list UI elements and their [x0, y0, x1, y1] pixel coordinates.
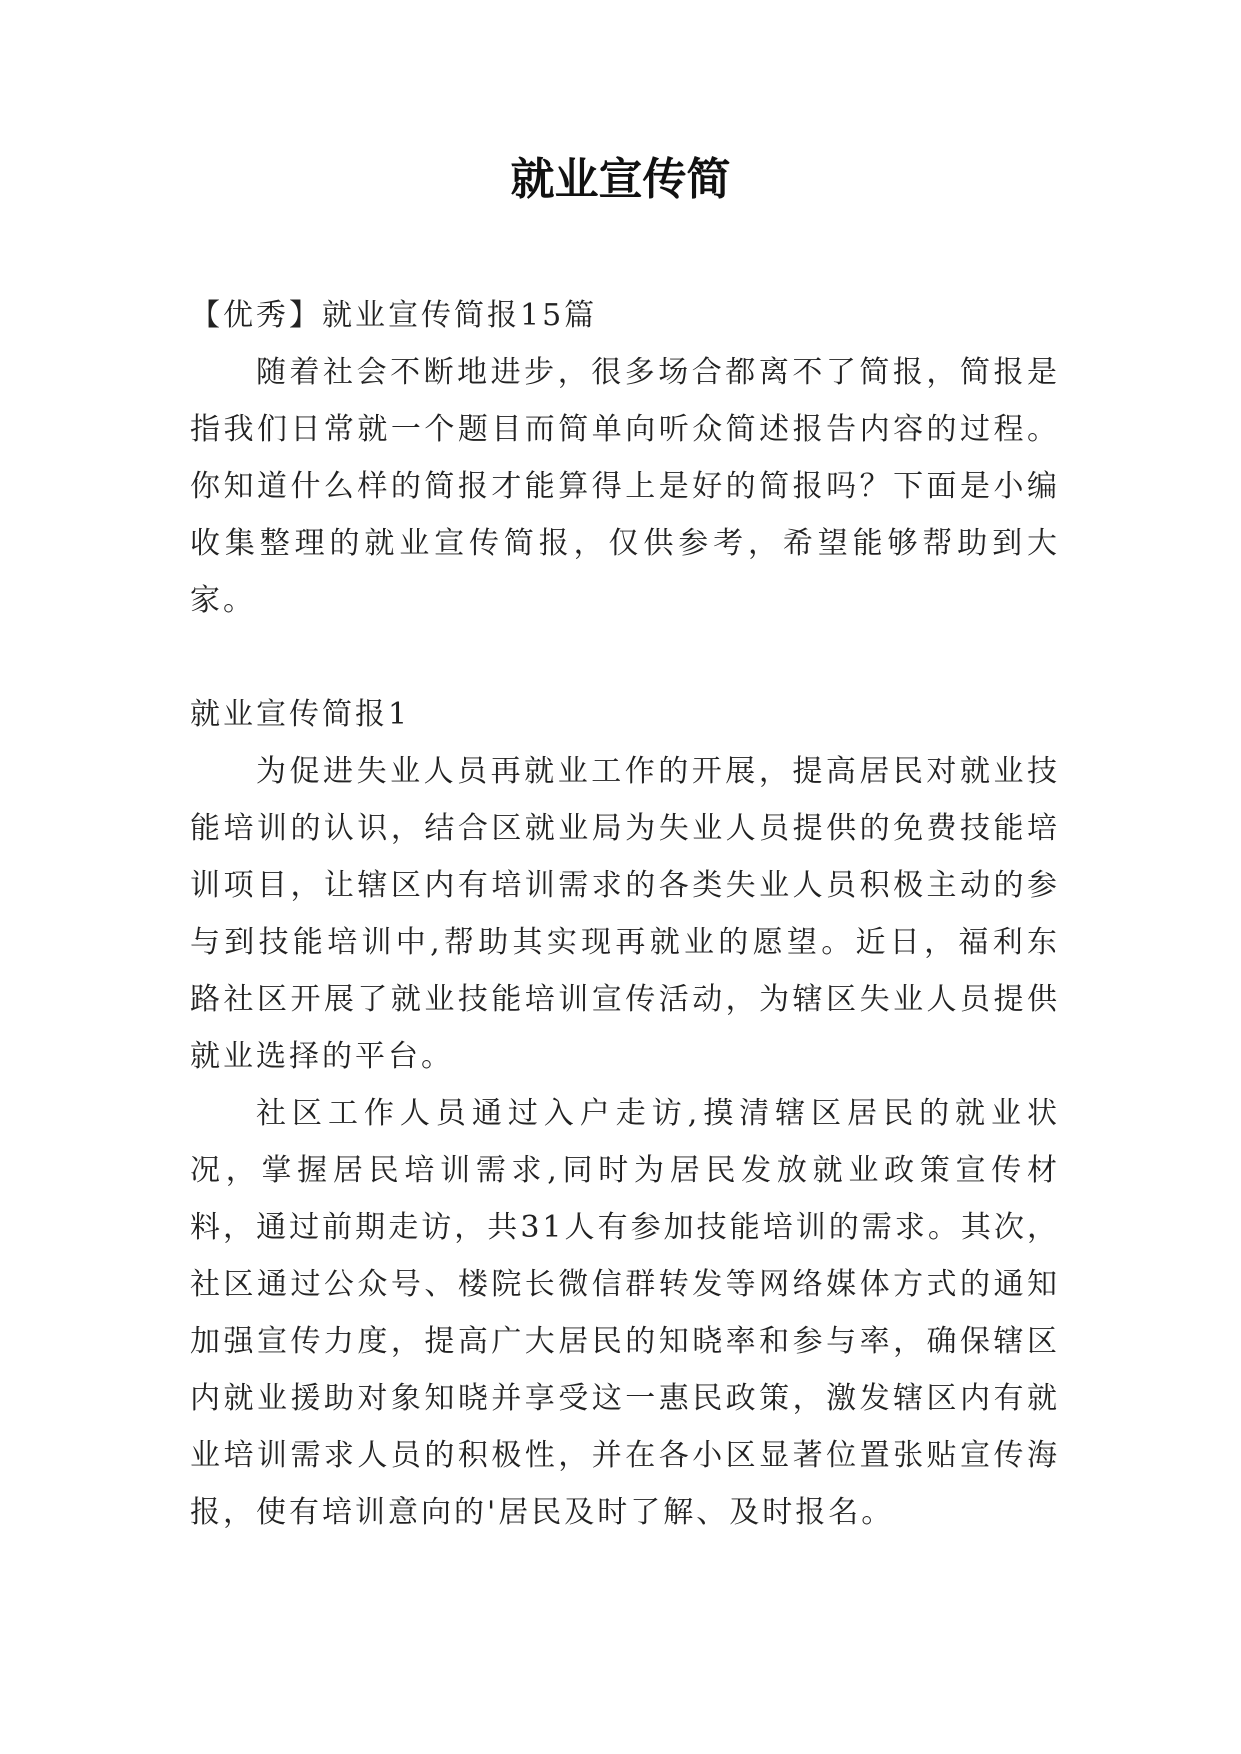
document-body — [190, 287, 1060, 1541]
body-paragraph: 社区工作人员通过入户走访,摸清辖区居民的就业状况，掌握居民培训需求,同时为居民发放就业政策宣传材料，通过前期走访，共31人有参加技能培训的需求。其次，社区通过公众号、楼院长微信群转发等网络媒体方式的通知加强宣传力度，提高广大居民的知晓率和参与率，确保辖区内就业援助对象知晓并享受这一惠民政策，激发辖区内有就业培训需求人员的积极性，并在各小区显著位置张贴宣传海报，使有培训意向的'居民及时了解、及时报名。 — [190, 1096, 1060, 1530]
document-title: 就业宣传简 — [510, 154, 731, 205]
document-subtitle: 【优秀】就业宣传简报15篇 — [190, 298, 598, 333]
section-heading: 就业宣传简报1 — [190, 697, 411, 732]
body-paragraph: 为促进失业人员再就业工作的开展，提高居民对就业技能培训的认识，结合区就业局为失业人员提供的免费技能培训项目，让辖区内有培训需求的各类失业人员积极主动的参与到技能培训中,帮助其实现再就业的愿望。近日，福利东路社区开展了就业技能培训宣传活动，为辖区失业人员提供就业选择的平台。 — [190, 754, 1060, 1074]
intro-paragraph: 随着社会不断地进步，很多场合都离不了简报，简报是指我们日常就一个题目而简单向听众简述报告内容的过程。你知道什么样的简报才能算得上是好的简报吗？下面是小编收集整理的就业宣传简报，仅供参考，希望能够帮助到大家。 — [190, 355, 1060, 618]
